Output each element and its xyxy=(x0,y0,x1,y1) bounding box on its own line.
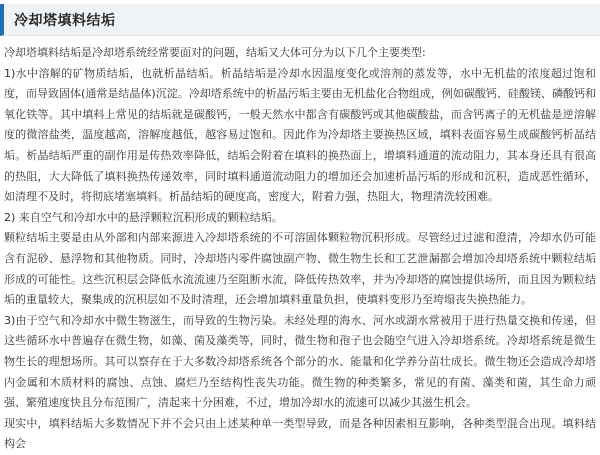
paragraph-particle-heading: 2) 来自空气和冷却水中的悬浮颗粒沉积形成的颗粒结垢。 xyxy=(4,210,283,224)
paragraph-conclusion: 现实中，填料结垢大多数情况下并不会只由上述某种单一类型导致，而是各种因素相互影响，各种类型混合出现。填料结构会 xyxy=(4,416,596,451)
paragraph-particle-scaling: 颗粒结垢主要是由从外部和内部来源进入冷却塔系统的不可溶固体颗粒物沉积形成。尽管经过过滤和澄清，冷却水仍可能含有泥砂、悬浮物和其他物质。同时，冷却塔内零件腐蚀副产物、微生物生长和工艺泄漏都会增加冷却塔系统中颗粒结垢形成的可能性。这些沉积层会降低水流流速乃至阻断水流，降低传热效率，并为冷却塔的腐蚀提供场所，而且因为颗粒结垢的重量较大，聚集成的沉积层如不及时清理，还会增加填料重量负担，使填料变形乃至垮塌丧失换热能力。 xyxy=(4,231,596,307)
article-title: 冷却塔填料结垢 xyxy=(14,13,116,29)
article-body xyxy=(4,43,596,455)
paragraph-crystal-scaling: 1)水中溶解的矿物质结垢，也就析晶结垢。析晶结垢是冷却水因温度变化或溶剂的蒸发等，水中无机盐的浓度超过饱和度，而导致固体(通常是结晶体)沉淀。冷却塔系统中的析晶污垢主要由无机盐化合物组成，例如碳酸钙、硅酸镁、磷酸钙和氧化铁等。其中填料上常见的结垢就是碳酸钙，一般天然水中都含有碳酸钙或其他碳酸盐，而含钙离子的无机盐是逆溶解度的微溶盐类，温度越高，溶解度越低，越容易过饱和。因此作为冷却塔主要换热区域，填料表面容易生成碳酸钙析晶结垢。析晶结垢严重的副作用是传热效率降低，结垢会附着在填料的换热面上，增填料通道的流动阻力，其本身还具有很高的热阻，大大降低了填料换热传递效率，同时填料通道流动阻力的增加还会加速析晶污垢的形成和沉积，造成恶性循环，如清理不及时，将彻底堵塞填料。析晶结垢的硬度高，密度大，附着力强，热阻大，物理清洗较困难。 xyxy=(4,66,596,204)
paragraph-biological-fouling: 3)由于空气和冷却水中微生物滋生，而导致的生物污染。未经处理的海水、河水或湖水常被用于进行热量交换和传递，但这些循环水中普遍存在微生物，如藻、菌及藻类等，同时，微生物和孢子也会随空气进入冷却塔系统。冷却塔系统是微生物生长的理想场所。其可以察存在于大多数冷却塔系统各个部分的水、能量和化学养分苗壮成长。微生物还会造成冷却塔内金属和木质材料的腐蚀、点蚀、腐烂乃至结构性丧失功能。微生物的种类繁多，常见的有菌、藻类和菌，其生命力顽强、繁殖速度快且分布范围广，清起来十分困难，不过，增加冷却水的流速可以减少其滋生机会。 xyxy=(4,313,596,410)
paragraph-intro: 冷却塔填料结垢是冷却塔系统经常要面对的问题，结垢又大体可分为以下几个主要类型: xyxy=(4,46,426,59)
article-title-bar xyxy=(0,4,600,36)
